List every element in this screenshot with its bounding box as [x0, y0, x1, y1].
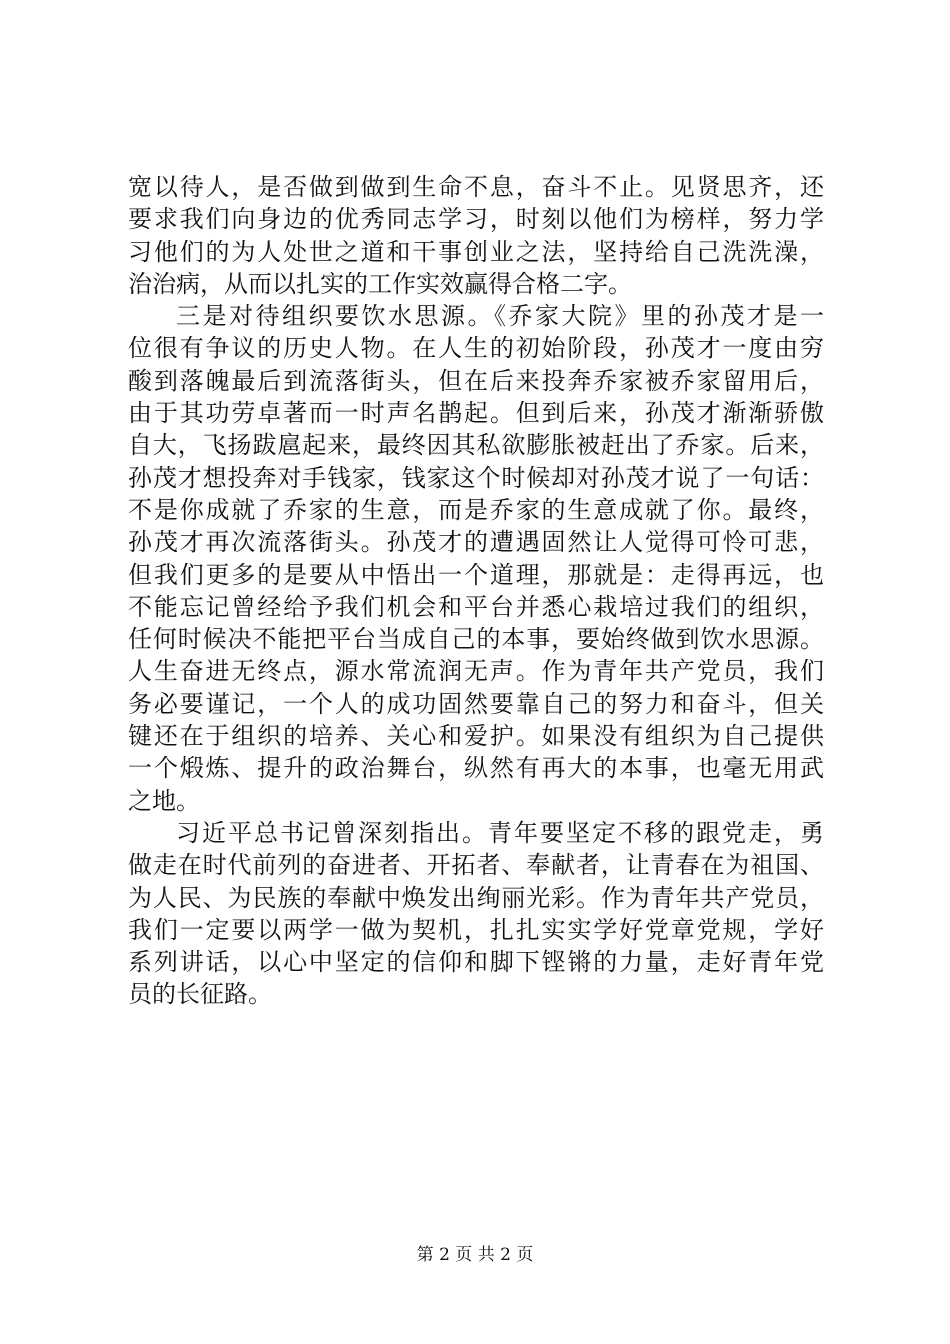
text-line: 不能忘记曾经给予我们机会和平台并悉心栽培过我们的组织，	[128, 592, 824, 621]
text-line: 务必要谨记，一个人的成功固然要靠自己的努力和奋斗，但关	[128, 689, 824, 718]
text-line: 一个煅炼、提升的政治舞台，纵然有再大的本事，也毫无用武	[128, 754, 824, 783]
text-line: 为人民、为民族的奉献中焕发出绚丽光彩。作为青年共产党员，	[128, 883, 824, 912]
text-line: 系列讲话，以心中坚定的信仰和脚下铿锵的力量，走好青年党	[128, 948, 824, 977]
document-body	[128, 171, 824, 1011]
text-line: 孙茂才再次流落街头。孙茂才的遭遇固然让人觉得可怜可悲，	[128, 528, 824, 557]
text-line: 三是对待组织要饮水思源。《乔家大院》里的孙茂才是一	[176, 302, 824, 331]
text-line: 宽以待人，是否做到做到生命不息，奋斗不止。见贤思齐，还	[128, 173, 824, 201]
text-line: 人生奋进无终点，源水常流润无声。作为青年共产党员，我们	[128, 657, 824, 686]
text-line: 键还在于组织的培养、关心和爱护。如果没有组织为自己提供	[128, 722, 824, 751]
text-line: 但我们更多的是要从中悟出一个道理，那就是：走得再远，也	[128, 560, 824, 589]
page-footer: 第 2 页 共 2 页	[416, 1245, 534, 1265]
text-line: 酸到落魄最后到流落街头，但在后来投奔乔家被乔家留用后，	[128, 366, 824, 395]
text-line: 习他们的为人处世之道和干事创业之法，坚持给自己洗洗澡，	[128, 237, 824, 266]
text-line: 任何时候决不能把平台当成自己的本事，要始终做到饮水思源。	[128, 625, 824, 654]
text-line: 自大，飞扬跋扈起来，最终因其私欲膨胀被赶出了乔家。后来，	[128, 431, 824, 460]
text-line: 习近平总书记曾深刻指出。青年要坚定不移的跟党走，勇	[176, 818, 824, 847]
text-line: 位很有争议的历史人物。在人生的初始阶段，孙茂才一度由穷	[128, 334, 824, 363]
text-line: 要求我们向身边的优秀同志学习，时刻以他们为榜样，努力学	[128, 205, 824, 234]
text-line: 做走在时代前列的奋进者、开拓者、奉献者，让青春在为祖国、	[128, 851, 824, 880]
text-line: 孙茂才想投奔对手钱家，钱家这个时候却对孙茂才说了一句话：	[128, 463, 824, 492]
text-line: 治治病，从而以扎实的工作实效赢得合格二字。	[128, 269, 632, 298]
text-line: 不是你成就了乔家的生意，而是乔家的生意成就了你。最终，	[128, 495, 824, 524]
text-line: 我们一定要以两学一做为契机，扎扎实实学好党章党规，学好	[128, 915, 824, 944]
text-line: 由于其功劳卓著而一时声名鹊起。但到后来，孙茂才渐渐骄傲	[128, 399, 824, 428]
text-line: 之地。	[128, 786, 200, 815]
text-line: 员的长征路。	[128, 980, 272, 1009]
